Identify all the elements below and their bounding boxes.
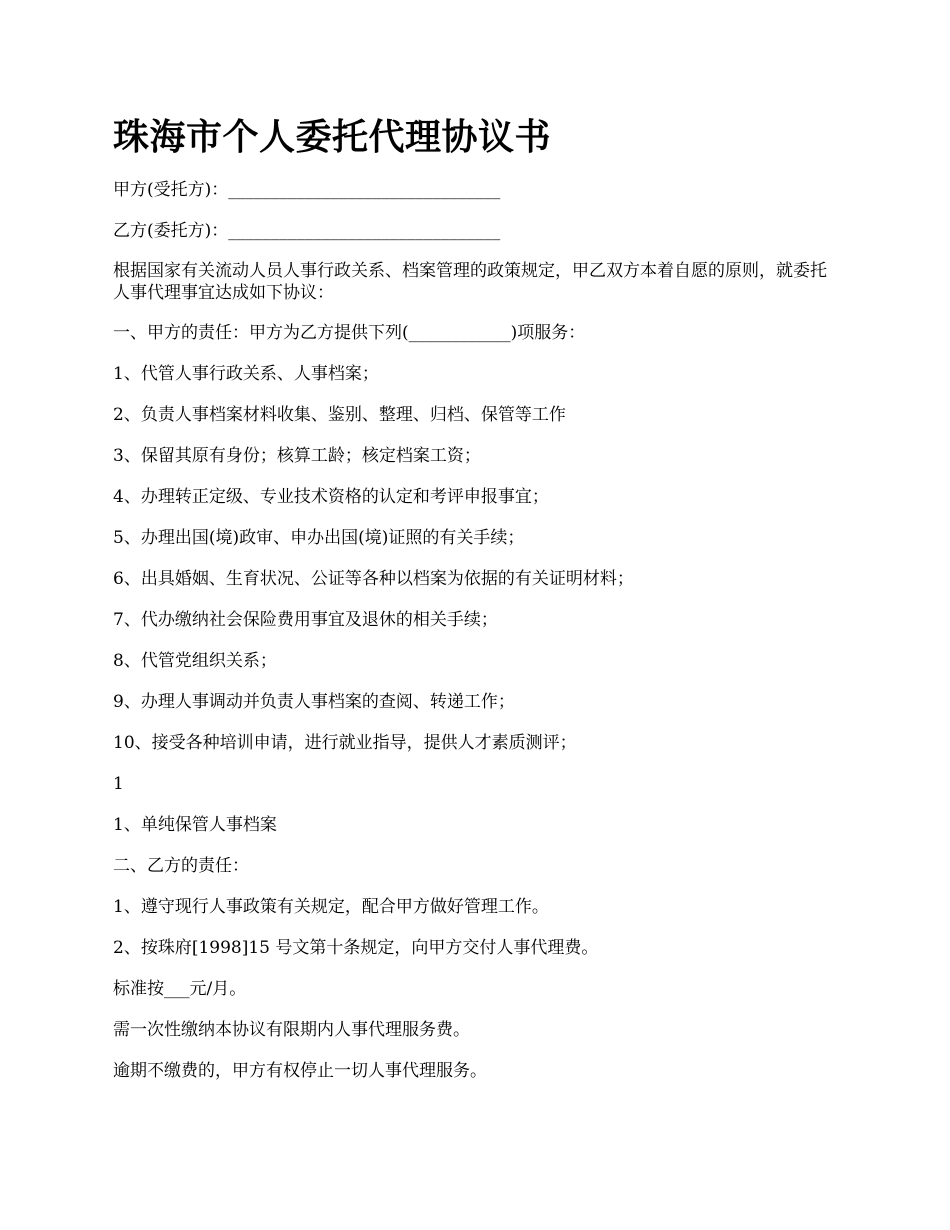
document-page [113, 112, 843, 1100]
service-item: 3、保留其原有身份；核算工龄；核定档案工资； [113, 446, 481, 466]
service-item: 6、出具婚姻、生育状况、公证等各种以档案为依据的有关证明材料； [113, 569, 634, 589]
duty-item: 2、按珠府[1998]15 号文第十条规定，向甲方交付人事代理费。 [113, 938, 599, 958]
page-number: 1 [113, 774, 124, 794]
section-1-heading: 一、甲方的责任：甲方为乙方提供下列(____________)项服务： [113, 323, 586, 343]
party-b-line: 乙方(委托方)：________________________________ [113, 221, 501, 241]
service-item: 8、代管党组织关系； [113, 651, 277, 671]
service-item: 5、办理出国(境)政审、申办出国(境)证照的有关手续； [113, 528, 525, 548]
service-item: 2、负责人事档案材料收集、鉴别、整理、归档、保管等工作 [113, 405, 566, 425]
fee-once: 需一次性缴纳本协议有限期内人事代理服务费。 [113, 1020, 470, 1040]
fee-standard: 标准按___元/月。 [113, 979, 247, 999]
section-2-heading: 二、乙方的责任： [113, 856, 249, 876]
document-title: 珠海市个人委托代理协议书 [113, 116, 552, 158]
party-a-line: 甲方(受托方)：________________________________ [113, 180, 501, 200]
service-item: 4、办理转正定级、专业技术资格的认定和考评申报事宜； [113, 487, 549, 507]
extra-service-item: 1、单纯保管人事档案 [113, 815, 277, 835]
service-item: 9、办理人事调动并负责人事档案的查阅、转递工作； [113, 692, 515, 712]
intro-paragraph: 根据国家有关流动人员人事行政关系、档案管理的政策规定，甲乙双方本着自愿的原则，就委托人事代理事宜达成如下协议： [113, 261, 827, 303]
service-item: 7、代办缴纳社会保险费用事宜及退休的相关手续； [113, 610, 498, 630]
service-item: 10、接受各种培训申请，进行就业指导，提供人才素质测评； [113, 733, 577, 753]
fee-overdue: 逾期不缴费的，甲方有权停止一切人事代理服务。 [113, 1061, 487, 1081]
duty-item: 1、遵守现行人事政策有关规定，配合甲方做好管理工作。 [113, 897, 549, 917]
service-item: 1、代管人事行政关系、人事档案； [113, 364, 379, 384]
